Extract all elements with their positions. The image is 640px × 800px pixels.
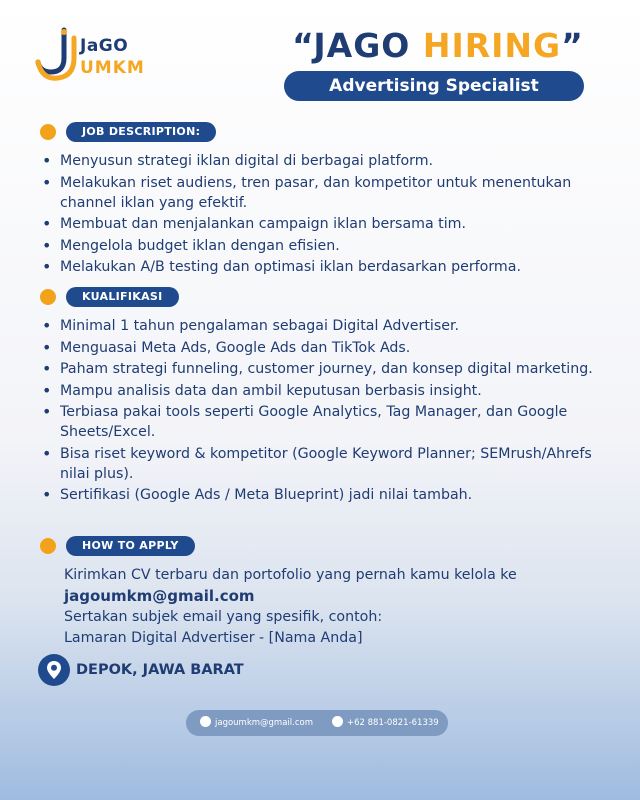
list-item: • Melakukan A/B testing dan optimasi iklan berdasarkan performa. bbox=[40, 257, 600, 277]
list-item: • Paham strategi funneling, customer journey, dan konsep digital marketing. bbox=[40, 359, 600, 379]
how-to-apply-body bbox=[64, 565, 604, 649]
qualifications-list bbox=[40, 316, 600, 507]
logo bbox=[34, 24, 184, 84]
location-pin-icon bbox=[38, 654, 70, 686]
logo-text-umkm: UMKM bbox=[80, 58, 145, 78]
open-quote: “ bbox=[292, 26, 314, 65]
list-item: • Mampu analisis data dan ambil keputusan berbasis insight. bbox=[40, 381, 600, 401]
how-to-apply-heading: HOW TO APPLY bbox=[66, 536, 195, 556]
list-item: • Menguasai Meta Ads, Google Ads dan TikTok Ads. bbox=[40, 338, 600, 358]
contact-phone: +62 881-0821-61339 bbox=[347, 718, 439, 728]
list-item: • Terbiasa pakai tools seperti Google Analytics, Tag Manager, dan Google Sheets/Excel. bbox=[40, 402, 600, 442]
list-item: • Bisa riset keyword & kompetitor (Google Keyword Planner; SEMrush/Ahrefs nilai plus). bbox=[40, 444, 600, 484]
contact-bar bbox=[186, 710, 448, 736]
apply-email[interactable]: jagoumkm@gmail.com bbox=[64, 587, 255, 605]
mail-icon bbox=[200, 716, 211, 727]
list-item: • Menyusun strategi iklan digital di berbagai platform. bbox=[40, 151, 600, 171]
list-item: • Sertifikasi (Google Ads / Meta Blueprint) jadi nilai tambah. bbox=[40, 485, 600, 505]
role-badge: Advertising Specialist bbox=[284, 71, 584, 101]
contact-email: jagoumkm@gmail.com bbox=[215, 718, 313, 728]
headline bbox=[262, 26, 614, 66]
qualifications-dot-icon bbox=[40, 289, 56, 305]
apply-instruction: Kirimkan CV terbaru dan portofolio yang pernah kamu kelola ke bbox=[64, 567, 517, 583]
contact-email-item[interactable] bbox=[200, 710, 313, 736]
phone-icon bbox=[332, 716, 343, 727]
location-text: DEPOK, JAWA BARAT bbox=[76, 662, 244, 678]
logo-text-jago: JaGO bbox=[80, 36, 129, 56]
apply-subject-hint: Sertakan subjek email yang spesifik, contoh: bbox=[64, 609, 383, 625]
job-description-list bbox=[40, 151, 600, 279]
headline-word-jago: JAGO bbox=[313, 26, 411, 65]
job-description-dot-icon bbox=[40, 124, 56, 140]
list-item: • Membuat dan menjalankan campaign iklan bersama tim. bbox=[40, 214, 600, 234]
contact-phone-item[interactable] bbox=[332, 710, 439, 736]
list-item: • Mengelola budget iklan dengan efisien. bbox=[40, 236, 600, 256]
how-to-apply-dot-icon bbox=[40, 538, 56, 554]
logo-mark-icon bbox=[34, 24, 80, 84]
list-item: • Minimal 1 tahun pengalaman sebagai Digital Advertiser. bbox=[40, 316, 600, 336]
apply-subject-example: Lamaran Digital Advertiser - [Nama Anda] bbox=[64, 630, 363, 646]
headline-word-hiring: HIRING bbox=[422, 26, 562, 65]
qualifications-heading: KUALIFIKASI bbox=[66, 287, 179, 307]
close-quote: ” bbox=[561, 26, 584, 65]
job-description-heading: JOB DESCRIPTION: bbox=[66, 122, 216, 142]
list-item: • Melakukan riset audiens, tren pasar, dan kompetitor untuk menentukan channel iklan yang efektif. bbox=[40, 173, 600, 213]
